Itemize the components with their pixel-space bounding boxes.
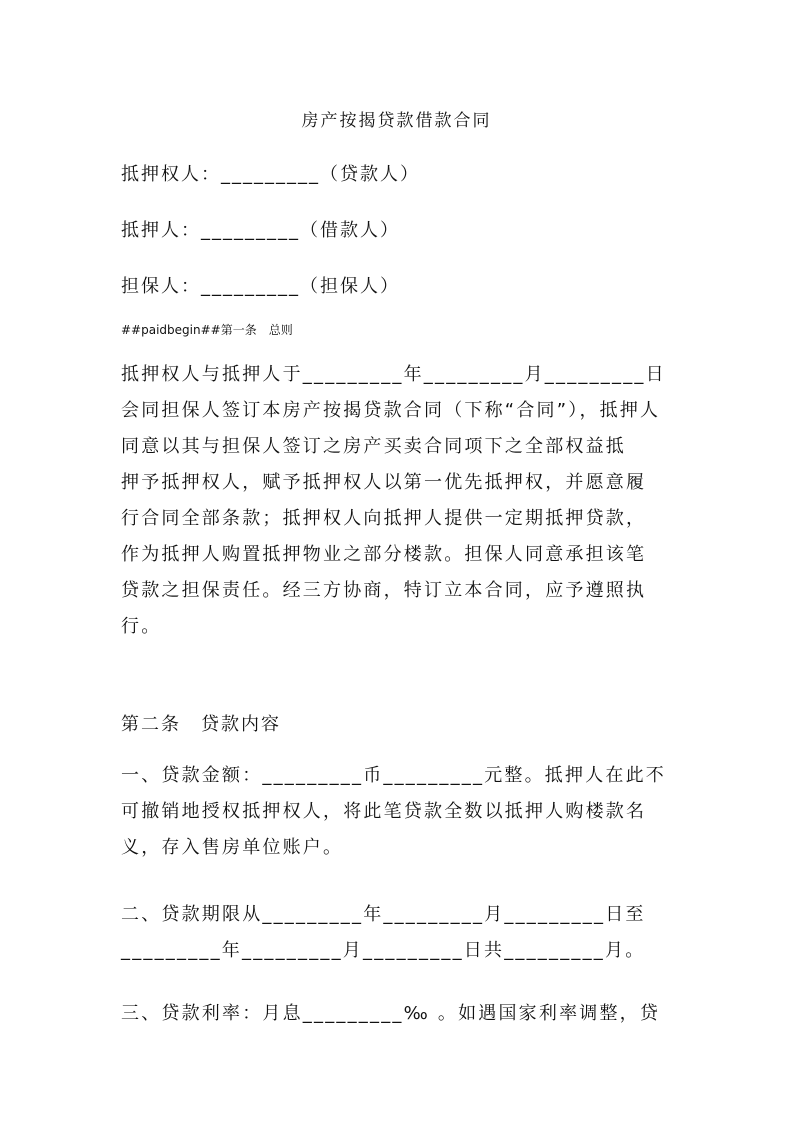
section1-line: 行。 xyxy=(121,616,162,637)
clause2-line: _________年_________月_________日共_________月。 xyxy=(121,940,646,961)
party-mortgagor: 抵押人：_________（借款人） xyxy=(121,220,400,241)
party-guarantor: 担保人：_________（担保人） xyxy=(121,276,400,297)
document-title: 房产按揭贷款借款合同 xyxy=(301,111,492,131)
party-mortgagee: 抵押权人：_________（贷款人） xyxy=(121,164,420,185)
section1-line: 贷款之担保责任。经三方协商，特订立本合同，应予遵照执 xyxy=(121,580,647,601)
section1-line: 作为抵押人购置抵押物业之部分楼款。担保人同意承担该笔 xyxy=(121,544,647,565)
clause1-line: 可撤销地授权抵押权人，将此笔贷款全数以抵押人购楼款名 xyxy=(121,801,647,822)
section1-line: 押予抵押权人，赋予抵押权人以第一优先抵押权，并愿意履 xyxy=(121,472,647,493)
section1-line: 抵押权人与抵押人于_________年_________月_________日 xyxy=(121,364,666,385)
clause1-line: 义，存入售房单位账户。 xyxy=(121,837,344,858)
clause2-paragraph xyxy=(121,897,681,969)
clause2-line: 二、贷款期限从_________年_________月_________日至 xyxy=(121,904,646,925)
clause1-paragraph xyxy=(121,758,681,866)
section2-heading: 第二条 贷款内容 xyxy=(121,714,281,735)
clause3-line: 三、贷款利率：月息_________‰ 。如遇国家利率调整，贷 xyxy=(121,1003,661,1024)
section1-line: 会同担保人签订本房产按揭贷款合同（下称“合同”），抵押人 xyxy=(121,400,661,421)
section1-paragraph xyxy=(121,357,681,645)
section1-line: 同意以其与担保人签订之房产买卖合同项下之全部权益抵 xyxy=(121,436,626,457)
clause3-paragraph xyxy=(121,996,681,1032)
section1-line: 行合同全部条款；抵押权人向抵押人提供一定期抵押贷款， xyxy=(121,508,647,529)
clause1-line: 一、贷款金额：_________币_________元整。抵押人在此不 xyxy=(121,765,666,786)
section1-heading: ##paidbegin##第一条 总则 xyxy=(121,323,293,337)
